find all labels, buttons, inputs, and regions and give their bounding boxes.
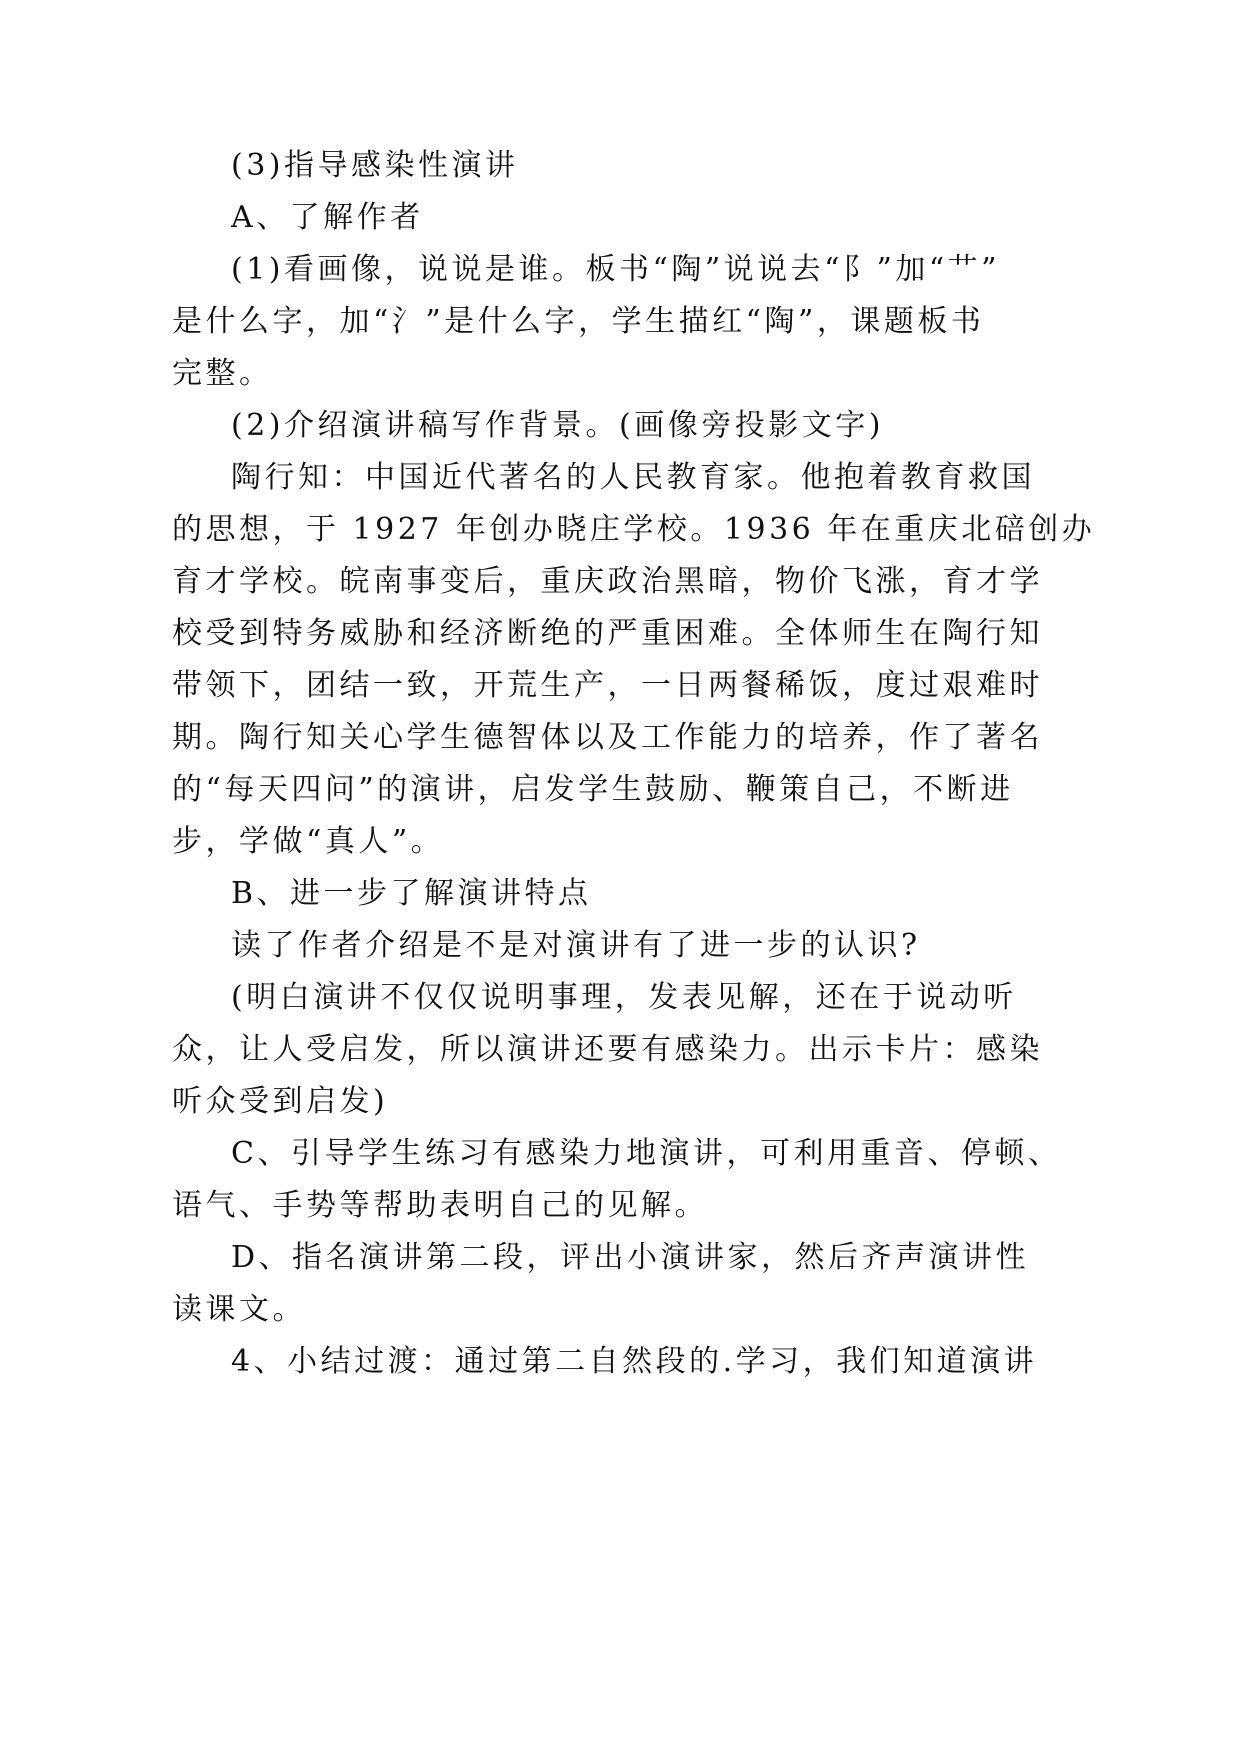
- paragraph-line: 是什么字，加“氵”是什么字，学生描红“陶”，课题板书: [172, 304, 985, 339]
- paragraph-line: 语气、手势等帮助表明自己的见解。: [172, 1188, 708, 1223]
- section-heading: (3)指导感染性演讲: [231, 148, 519, 183]
- paragraph-line: C、引导学生练习有感染力地演讲，可利用重音、停顿、: [231, 1136, 1062, 1171]
- paragraph-line: (1)看画像，说说是谁。板书“陶”说说去“阝”加“艹”: [231, 252, 1001, 287]
- paragraph-line: 校受到特务威胁和经济断绝的严重困难。全体师生在陶行知: [172, 616, 1043, 651]
- paragraph-line: 育才学校。皖南事变后，重庆政治黑暗，物价飞涨，育才学: [172, 564, 1043, 599]
- paragraph-line: 步，学做“真人”。: [172, 824, 445, 859]
- subsection-heading: A、了解作者: [231, 200, 424, 235]
- paragraph-line: D、指名演讲第二段，评出小演讲家，然后齐声演讲性: [231, 1240, 1030, 1275]
- paragraph-line: 完整。: [172, 356, 273, 391]
- paragraph-line: 陶行知：中国近代著名的人民教育家。他抱着教育救国: [231, 460, 1035, 495]
- paragraph-line: 带领下，团结一致，开荒生产，一日两餐稀饭，度过艰难时: [172, 668, 1043, 703]
- paragraph-line: 读课文。: [172, 1292, 306, 1327]
- paragraph-line: 期。陶行知关心学生德智体以及工作能力的培养，作了著名: [172, 720, 1043, 755]
- paragraph-line: 听众受到启发): [172, 1084, 389, 1119]
- paragraph-line: 众，让人受启发，所以演讲还要有感染力。出示卡片：感染: [172, 1032, 1043, 1067]
- paragraph-line: 读了作者介绍是不是对演讲有了进一步的认识?: [231, 928, 921, 963]
- paragraph-line: 的思想，于 1927 年创办晓庄学校。1936 年在重庆北碚创办: [172, 512, 1096, 547]
- paragraph-line: (明白演讲不仅仅说明事理，发表见解，还在于说动听: [231, 980, 1017, 1015]
- paragraph-line: (2)介绍演讲稿写作背景。(画像旁投影文字): [231, 408, 884, 443]
- subsection-heading: B、进一步了解演讲特点: [231, 876, 592, 911]
- paragraph-line: 4、小结过渡：通过第二自然段的.学习，我们知道演讲: [231, 1344, 1038, 1379]
- paragraph-line: 的“每天四问”的演讲，启发学生鼓励、鞭策自己，不断进: [172, 772, 1014, 807]
